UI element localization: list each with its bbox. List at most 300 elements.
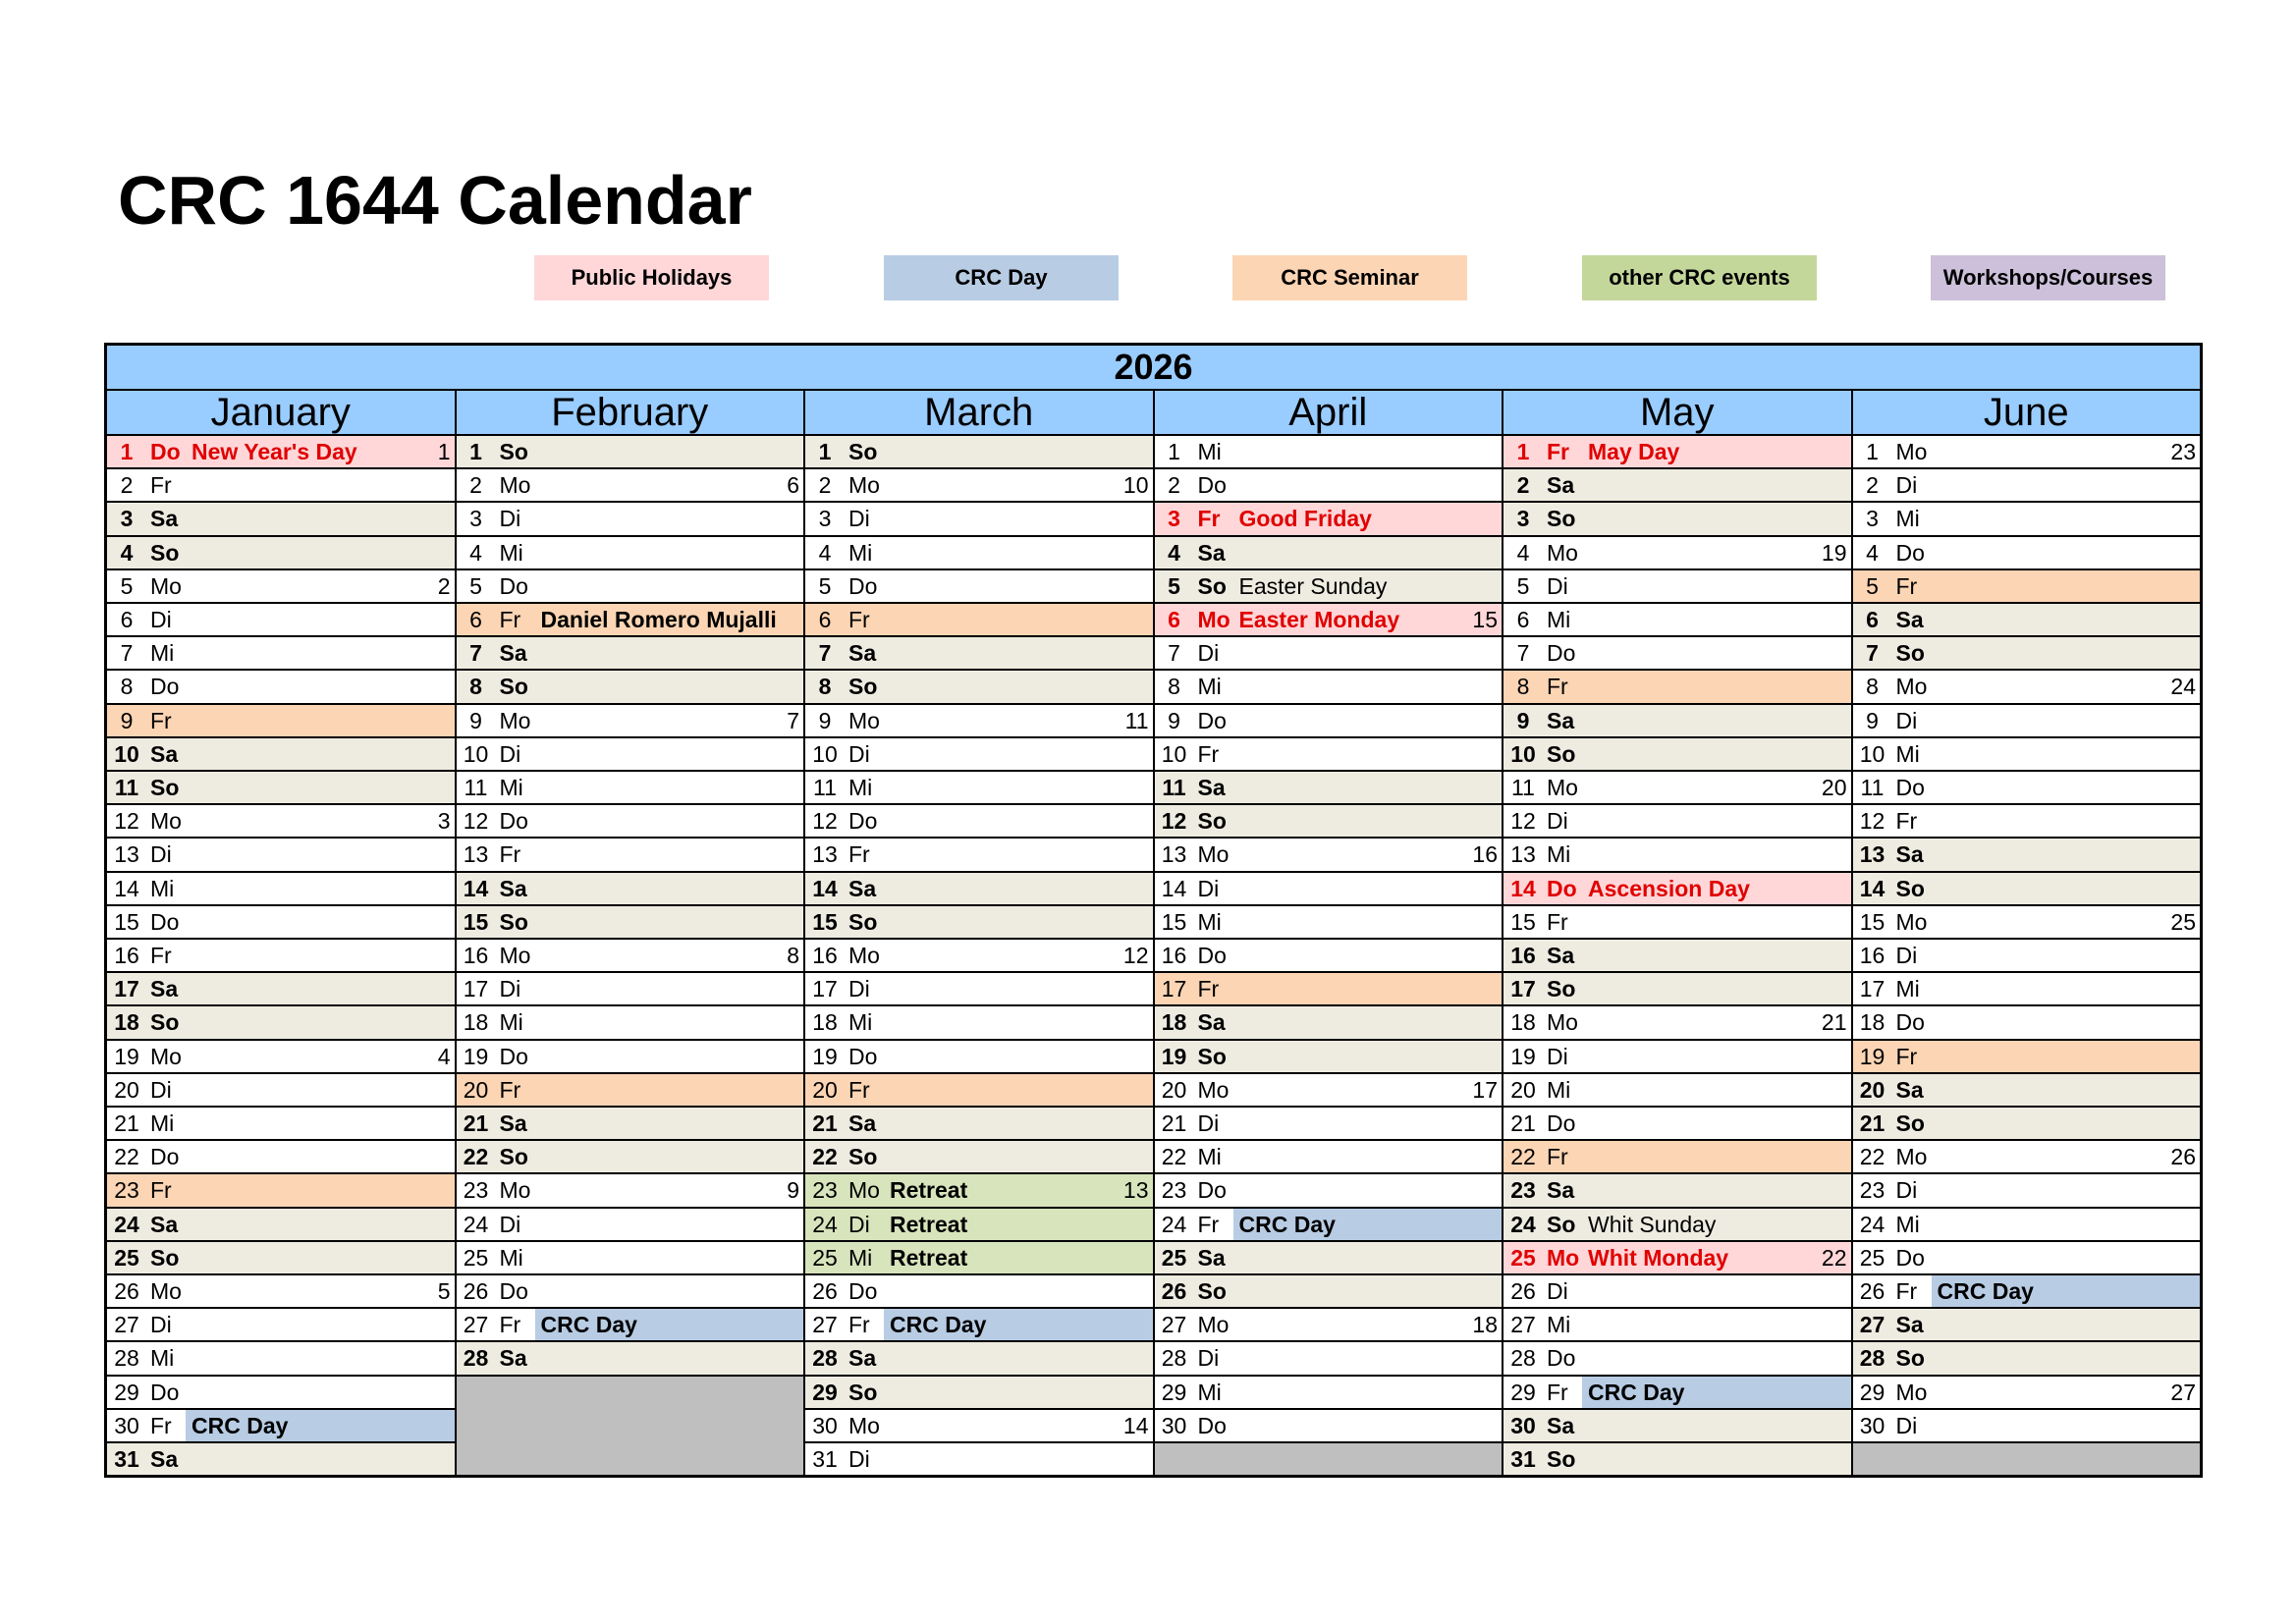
day-cell xyxy=(107,1443,455,1475)
day-number: 23 xyxy=(1859,1177,1886,1204)
day-cell xyxy=(1503,705,1851,736)
event-label: May Day xyxy=(1588,439,1680,464)
day-number: 30 xyxy=(1510,1412,1536,1438)
day-number: 12 xyxy=(1161,808,1187,835)
weekday: Do xyxy=(150,674,180,700)
day-cell xyxy=(1155,839,1503,870)
day-number: 19 xyxy=(1859,1043,1886,1069)
day-number: 11 xyxy=(813,775,837,800)
weekday: Sa xyxy=(1895,841,1924,868)
day-number: 15 xyxy=(1510,908,1536,935)
day-number: 30 xyxy=(1161,1412,1187,1438)
weekday: Sa xyxy=(1547,1412,1575,1438)
day-cell xyxy=(107,503,455,534)
month-header: February xyxy=(457,391,804,434)
weekday: Mi xyxy=(1547,607,1571,632)
day-cell xyxy=(1503,738,1851,770)
event-label: Easter Monday xyxy=(1238,607,1400,632)
day-cell xyxy=(1155,1108,1503,1139)
week-number: 10 xyxy=(1122,472,1149,499)
year-header: 2026 xyxy=(107,346,2200,389)
day-cell xyxy=(1503,1174,1851,1206)
day-cell xyxy=(805,906,1153,938)
day-number: 20 xyxy=(463,1076,489,1103)
weekday: Sa xyxy=(150,740,179,767)
weekday: Mi xyxy=(499,539,523,566)
day-cell xyxy=(1853,1377,2201,1408)
day-number: 6 xyxy=(818,607,832,632)
weekday: Sa xyxy=(1197,1009,1226,1036)
weekday: Di xyxy=(1197,1110,1220,1136)
weekday: Do xyxy=(499,1043,528,1069)
weekday: Fr xyxy=(1547,1144,1568,1170)
day-number: 25 xyxy=(463,1244,489,1271)
day-number: 22 xyxy=(1510,1144,1536,1170)
day-cell xyxy=(107,1275,455,1307)
day-number: 25 xyxy=(1510,1244,1536,1271)
day-cell xyxy=(1155,1309,1503,1340)
weekday: Mi xyxy=(1197,908,1222,935)
day-cell xyxy=(805,873,1153,904)
week-number: 26 xyxy=(2170,1144,2196,1170)
day-number: 2 xyxy=(1866,472,1879,499)
day-cell xyxy=(805,940,1153,971)
weekday: Do xyxy=(848,808,878,835)
weekday: Fr xyxy=(1197,506,1221,532)
event-label: Whit Monday xyxy=(1588,1244,1729,1271)
day-cell xyxy=(1503,906,1851,938)
day-number: 4 xyxy=(1866,539,1879,566)
weekday: Fr xyxy=(150,943,172,968)
weekday: Fr xyxy=(150,1177,172,1204)
weekday: Do xyxy=(150,1144,180,1170)
weekday: Mo xyxy=(499,943,531,968)
calendar-table xyxy=(106,345,2201,1476)
day-cell xyxy=(1503,1443,1851,1475)
day-number: 7 xyxy=(1866,640,1879,667)
weekday: Mi xyxy=(1197,439,1222,464)
day-cell xyxy=(1503,1141,1851,1172)
weekday: Mo xyxy=(1547,539,1578,566)
event-label: Easter Sunday xyxy=(1238,572,1388,599)
weekday: Sa xyxy=(1895,1076,1924,1103)
day-number: 18 xyxy=(114,1009,139,1036)
weekday: Do xyxy=(1197,1177,1227,1204)
weekday: Do xyxy=(1547,1110,1576,1136)
day-cell xyxy=(1853,873,2201,904)
day-number: 13 xyxy=(1510,841,1536,868)
weekday: Mi xyxy=(1547,1312,1571,1338)
weekday: Do xyxy=(1895,1009,1925,1036)
weekday: Mo xyxy=(1547,1244,1580,1271)
day-number: 17 xyxy=(1510,976,1536,1002)
day-cell xyxy=(1853,805,2201,837)
weekday: Di xyxy=(848,976,870,1002)
month-header: May xyxy=(1503,391,1851,434)
weekday: So xyxy=(1547,740,1576,767)
day-cell xyxy=(457,1242,804,1273)
day-number: 11 xyxy=(1162,775,1186,800)
weekday: Sa xyxy=(848,875,877,901)
day-cell xyxy=(1853,940,2201,971)
weekday: Mo xyxy=(1895,908,1928,935)
day-number: 5 xyxy=(1168,572,1180,599)
day-number: 31 xyxy=(1510,1446,1536,1472)
day-number: 16 xyxy=(812,943,838,968)
day-cell xyxy=(1503,570,1851,602)
day-number: 7 xyxy=(1516,640,1530,667)
week-number: 1 xyxy=(437,439,451,464)
day-number: 11 xyxy=(1860,775,1885,800)
weekday: Mo xyxy=(848,1412,880,1438)
weekday: Sa xyxy=(1895,1312,1924,1338)
day-cell xyxy=(107,1041,455,1072)
day-number: 2 xyxy=(469,472,482,499)
day-cell xyxy=(1853,839,2201,870)
day-number: 19 xyxy=(1510,1043,1536,1069)
weekday: Di xyxy=(499,976,521,1002)
day-cell xyxy=(107,1006,455,1038)
weekday: Mo xyxy=(499,472,531,499)
day-number: 26 xyxy=(114,1278,139,1304)
weekday: Di xyxy=(499,1211,521,1237)
week-number: 18 xyxy=(1472,1312,1498,1338)
day-cell xyxy=(1853,1006,2201,1038)
day-number: 23 xyxy=(114,1177,139,1204)
weekday: Mo xyxy=(1547,1009,1578,1036)
day-number: 13 xyxy=(1161,841,1187,868)
weekday: Di xyxy=(150,607,172,632)
day-number: 9 xyxy=(1168,707,1180,733)
weekday: Mi xyxy=(1197,1144,1222,1170)
day-cell xyxy=(107,906,455,938)
day-cell xyxy=(1155,436,1503,467)
weekday: So xyxy=(848,439,878,464)
weekday: Fr xyxy=(1197,976,1220,1002)
day-cell xyxy=(1853,1309,2201,1340)
day-cell xyxy=(107,1342,455,1374)
weekday: Do xyxy=(499,1278,528,1304)
day-cell xyxy=(805,637,1153,669)
day-number: 17 xyxy=(114,976,139,1002)
day-number: 12 xyxy=(463,808,489,835)
weekday: Fr xyxy=(150,707,172,733)
day-number: 19 xyxy=(463,1043,489,1069)
weekday: Do xyxy=(1197,943,1227,968)
day-number: 14 xyxy=(114,875,139,901)
day-cell xyxy=(457,604,804,635)
weekday: Mo xyxy=(150,572,182,599)
day-cell xyxy=(1853,1041,2201,1072)
weekday: Sa xyxy=(1197,1244,1226,1271)
weekday: Do xyxy=(1197,1412,1227,1438)
day-number: 1 xyxy=(469,439,482,464)
weekday: Sa xyxy=(499,640,527,667)
day-number: 10 xyxy=(1161,740,1187,767)
week-number: 8 xyxy=(787,943,799,968)
day-cell xyxy=(805,570,1153,602)
weekday: Mo xyxy=(1197,1076,1230,1103)
day-number: 15 xyxy=(1859,908,1886,935)
weekday: Di xyxy=(1895,943,1918,968)
day-cell xyxy=(1155,1209,1503,1240)
day-number: 27 xyxy=(114,1312,139,1338)
day-number: 6 xyxy=(469,607,482,632)
day-cell xyxy=(1853,1108,2201,1139)
empty-cell xyxy=(457,1377,804,1476)
weekday: Di xyxy=(499,740,521,767)
weekday: Mi xyxy=(1895,1211,1920,1237)
legend-other-crc-events: other CRC events xyxy=(1582,255,1817,300)
day-number: 26 xyxy=(463,1278,489,1304)
day-number: 14 xyxy=(812,875,838,901)
event-label: New Year's Day xyxy=(191,439,357,464)
day-cell xyxy=(107,1209,455,1240)
day-number: 27 xyxy=(1859,1312,1886,1338)
day-cell xyxy=(457,1074,804,1106)
day-cell xyxy=(107,537,455,568)
weekday: Fr xyxy=(1895,1043,1918,1069)
day-cell xyxy=(1503,973,1851,1004)
weekday: Mi xyxy=(150,1345,175,1372)
day-cell xyxy=(1155,1006,1503,1038)
day-cell xyxy=(805,1006,1153,1038)
day-cell xyxy=(107,1074,455,1106)
day-cell xyxy=(1503,1006,1851,1038)
weekday: Mo xyxy=(1895,674,1928,700)
weekday: Di xyxy=(848,740,870,767)
event-label: Good Friday xyxy=(1238,506,1372,532)
day-cell xyxy=(1853,1141,2201,1172)
day-cell xyxy=(107,1309,455,1340)
day-cell xyxy=(1503,1074,1851,1106)
day-cell xyxy=(457,1275,804,1307)
weekday: Mo xyxy=(499,707,531,733)
day-number: 1 xyxy=(818,439,832,464)
day-cell xyxy=(1503,1041,1851,1072)
day-number: 24 xyxy=(463,1211,489,1237)
weekday: Fr xyxy=(1197,740,1220,767)
day-number: 11 xyxy=(464,775,488,800)
weekday: Sa xyxy=(150,1211,179,1237)
event-label: Ascension Day xyxy=(1588,875,1750,901)
day-number: 3 xyxy=(469,506,482,532)
day-cell xyxy=(457,1006,804,1038)
day-number: 18 xyxy=(1859,1009,1886,1036)
day-number: 22 xyxy=(1859,1144,1886,1170)
day-number: 21 xyxy=(463,1110,489,1136)
day-cell xyxy=(1853,738,2201,770)
day-number: 3 xyxy=(1168,506,1180,532)
day-number: 29 xyxy=(1161,1379,1187,1405)
weekday: Di xyxy=(848,1211,870,1237)
weekday: So xyxy=(150,1244,180,1271)
month-header: April xyxy=(1155,391,1503,434)
day-cell xyxy=(1155,503,1503,534)
day-number: 19 xyxy=(114,1043,139,1069)
empty-cell xyxy=(1853,1443,2201,1475)
day-cell xyxy=(1503,772,1851,803)
day-cell xyxy=(1503,1309,1851,1340)
event-label: CRC Day xyxy=(884,1309,1153,1340)
day-cell xyxy=(457,570,804,602)
day-number: 15 xyxy=(114,908,139,935)
weekday: Di xyxy=(1197,640,1220,667)
day-number: 10 xyxy=(463,740,489,767)
day-cell xyxy=(805,1443,1153,1475)
day-number: 8 xyxy=(469,674,482,700)
day-number: 22 xyxy=(1161,1144,1187,1170)
day-number: 24 xyxy=(1161,1211,1187,1237)
day-cell xyxy=(457,1108,804,1139)
weekday: Mi xyxy=(1895,740,1920,767)
week-number: 20 xyxy=(1821,775,1847,800)
day-number: 4 xyxy=(1516,539,1530,566)
day-cell xyxy=(1155,1342,1503,1374)
day-cell xyxy=(1503,839,1851,870)
weekday: Do xyxy=(1547,1345,1576,1372)
weekday: Mi xyxy=(1197,674,1222,700)
weekday: Mi xyxy=(1895,506,1920,532)
day-number: 19 xyxy=(1161,1043,1187,1069)
weekday: Di xyxy=(1197,875,1220,901)
weekday: Di xyxy=(1895,707,1918,733)
weekday: Do xyxy=(1197,472,1227,499)
weekday: So xyxy=(1547,1446,1576,1472)
day-number: 24 xyxy=(114,1211,139,1237)
weekday: Fr xyxy=(150,472,172,499)
day-number: 25 xyxy=(812,1244,838,1271)
day-number: 1 xyxy=(1866,439,1879,464)
legend-workshops-courses: Workshops/Courses xyxy=(1931,255,2165,300)
day-number: 10 xyxy=(812,740,838,767)
day-cell xyxy=(1853,1275,2201,1307)
day-cell xyxy=(457,873,804,904)
weekday: Mo xyxy=(1197,1312,1230,1338)
day-cell xyxy=(107,940,455,971)
month-header: June xyxy=(1853,391,2201,434)
weekday: Sa xyxy=(499,1110,527,1136)
day-number: 2 xyxy=(818,472,832,499)
day-cell xyxy=(457,436,804,467)
day-cell xyxy=(1155,772,1503,803)
weekday: Do xyxy=(150,439,181,464)
day-number: 11 xyxy=(114,775,139,800)
weekday: Di xyxy=(1895,472,1918,499)
day-cell xyxy=(107,1242,455,1273)
event-label: Retreat xyxy=(890,1244,968,1271)
weekday: Mo xyxy=(848,472,880,499)
day-cell xyxy=(107,805,455,837)
day-cell xyxy=(1155,604,1503,635)
weekday: Mo xyxy=(848,943,880,968)
day-cell xyxy=(457,1041,804,1072)
week-number: 23 xyxy=(2170,439,2196,464)
day-number: 20 xyxy=(812,1076,838,1103)
weekday: Fr xyxy=(499,841,521,868)
day-cell xyxy=(107,705,455,736)
weekday: So xyxy=(848,1379,878,1405)
day-cell xyxy=(805,973,1153,1004)
day-number: 14 xyxy=(1859,875,1886,901)
day-number: 29 xyxy=(1859,1379,1886,1405)
day-number: 16 xyxy=(1161,943,1187,968)
day-cell xyxy=(457,1141,804,1172)
day-number: 30 xyxy=(812,1412,838,1438)
weekday: Sa xyxy=(499,1345,527,1372)
weekday: Do xyxy=(848,1043,878,1069)
week-number: 7 xyxy=(787,707,799,733)
day-cell xyxy=(1503,940,1851,971)
week-number: 25 xyxy=(2170,908,2196,935)
weekday: Mo xyxy=(1895,1144,1928,1170)
event-label: CRC Day xyxy=(1582,1377,1851,1408)
day-cell xyxy=(805,1275,1153,1307)
day-cell xyxy=(805,738,1153,770)
day-cell xyxy=(457,503,804,534)
week-number: 2 xyxy=(437,572,451,599)
day-number: 12 xyxy=(1510,808,1536,835)
day-cell xyxy=(1155,469,1503,501)
day-cell xyxy=(805,805,1153,837)
day-number: 1 xyxy=(1168,439,1180,464)
day-number: 15 xyxy=(1161,908,1187,935)
week-number: 14 xyxy=(1122,1412,1149,1438)
day-cell xyxy=(1503,671,1851,702)
day-cell xyxy=(1155,637,1503,669)
weekday: Sa xyxy=(150,506,179,532)
weekday: Do xyxy=(499,808,528,835)
day-number: 20 xyxy=(1510,1076,1536,1103)
day-cell xyxy=(1155,1174,1503,1206)
day-cell xyxy=(805,772,1153,803)
day-number: 28 xyxy=(114,1345,139,1372)
day-number: 1 xyxy=(1516,439,1530,464)
weekday: Fr xyxy=(1547,1379,1568,1405)
week-number: 21 xyxy=(1821,1009,1847,1036)
day-number: 9 xyxy=(1516,707,1530,733)
weekday: Sa xyxy=(1547,1177,1575,1204)
day-cell xyxy=(107,873,455,904)
day-number: 12 xyxy=(114,808,139,835)
day-number: 1 xyxy=(120,439,134,464)
day-number: 18 xyxy=(1510,1009,1536,1036)
day-number: 13 xyxy=(1859,841,1886,868)
weekday: Mo xyxy=(848,1177,880,1204)
day-number: 5 xyxy=(1866,572,1879,599)
weekday: Fr xyxy=(499,607,521,632)
day-cell xyxy=(457,973,804,1004)
day-cell xyxy=(107,637,455,669)
day-number: 25 xyxy=(1859,1244,1886,1271)
day-cell xyxy=(1155,1410,1503,1441)
weekday: Do xyxy=(1895,539,1925,566)
weekday: Di xyxy=(499,506,521,532)
day-number: 8 xyxy=(1168,674,1180,700)
day-number: 5 xyxy=(1516,572,1530,599)
day-number: 6 xyxy=(1168,607,1180,632)
day-number: 9 xyxy=(818,707,832,733)
day-cell xyxy=(1853,604,2201,635)
day-number: 13 xyxy=(812,841,838,868)
weekday: Mi xyxy=(150,640,175,667)
weekday: Di xyxy=(150,1312,172,1338)
day-number: 30 xyxy=(114,1412,139,1438)
weekday: Do xyxy=(1197,707,1227,733)
day-number: 31 xyxy=(114,1446,139,1472)
weekday: Sa xyxy=(848,1110,877,1136)
legend-crc-day: CRC Day xyxy=(884,255,1119,300)
